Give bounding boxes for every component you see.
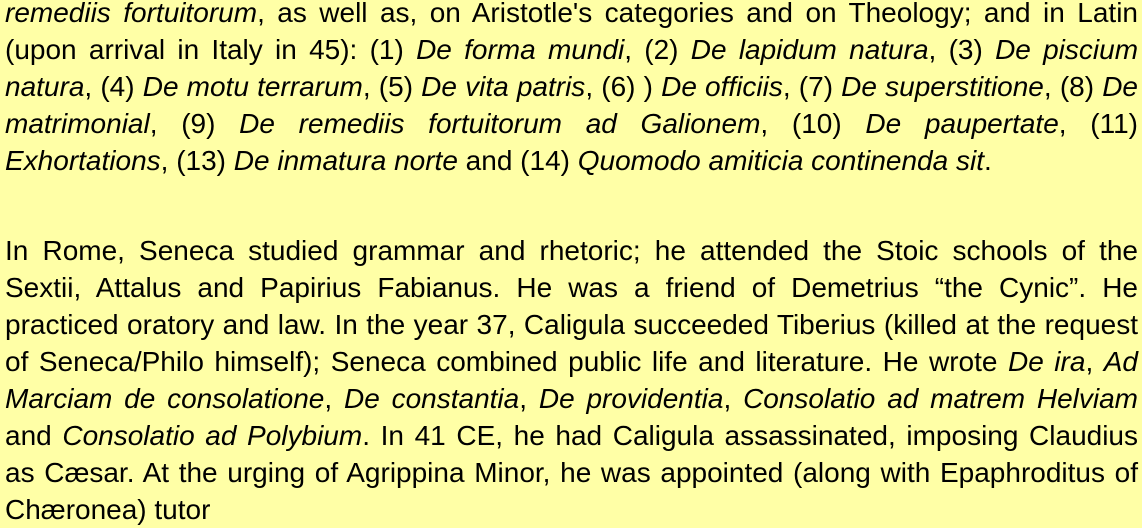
text-run: . In 41 CE, he had Caligula assassinated, imposing Claudius as Cæsar. At the urging of Agrippina Minor, he was appointed (along with Epaphroditus of Chæronea) tutor <box>5 420 1139 525</box>
italic-text-run: De paupertate <box>865 108 1059 139</box>
text-run: , <box>723 383 744 414</box>
italic-text-run: De providentia <box>538 383 724 414</box>
text-run: , as well as, on Aristotle's categories and on Theology; and in Latin (upon arrival in Italy in 45): (1) <box>5 0 1138 65</box>
italic-text-run: Ad Marciam de consolatione <box>5 346 1138 414</box>
text-run: In Rome, Seneca studied grammar and rhetoric; he attended the Stoic schools of the Sextii, Attalus and Papirius Fabianus. He was a friend of Demetrius “the Cynic”. He practiced oratory and law. In the year 37, Caligula succeeded Tiberius (killed at the request of Seneca/Philo himself); Seneca combined public life and literature. He wrote <box>5 235 1138 377</box>
text-run: , (7) <box>782 71 842 102</box>
text-run: , (9) <box>149 108 240 139</box>
text-run: , (4) <box>84 71 143 102</box>
text-run: , (5) <box>362 71 422 102</box>
italic-text-run: De ira <box>1007 346 1086 377</box>
italic-text-run: De remediis fortuitorum ad Galionem <box>239 108 761 139</box>
text-run: , (3) <box>928 34 996 65</box>
text-run: and (14) <box>457 145 578 176</box>
text-run: , <box>1085 346 1104 377</box>
text-run: , (13) <box>160 145 234 176</box>
italic-text-run: Quomodo amiticia continenda sit <box>577 145 984 176</box>
italic-text-run: Consolatio ad matrem Helviam <box>743 383 1139 414</box>
italic-text-run: De vita patris <box>421 71 586 102</box>
italic-text-run: De motu terrarum <box>142 71 363 102</box>
text-run: and <box>5 420 63 451</box>
text-run: , <box>324 383 344 414</box>
italic-text-run: De piscium natura <box>5 34 1139 102</box>
text-run: , (11) <box>1058 108 1139 139</box>
italic-text-run: De lapidum natura <box>690 34 929 65</box>
italic-text-run: remediis fortuitorum <box>5 0 258 28</box>
paragraph <box>5 232 1138 528</box>
italic-text-run: De superstitione <box>841 71 1044 102</box>
text-run: , (6) ) <box>585 71 662 102</box>
italic-text-run: De inmatura norte <box>233 145 458 176</box>
text-run: , <box>519 383 539 414</box>
italic-text-run: De constantia <box>343 383 520 414</box>
italic-text-run: Exhortations <box>5 145 161 176</box>
text-run: , (10) <box>760 108 866 139</box>
paragraph <box>5 0 1138 179</box>
italic-text-run: De matrimonial <box>5 71 1138 139</box>
text-run: . <box>983 145 992 176</box>
text-run: , (8) <box>1043 71 1103 102</box>
text-run: , (2) <box>624 34 691 65</box>
italic-text-run: De forma mundi <box>416 34 625 65</box>
italic-text-run: Consolatio ad Polybium <box>62 420 363 451</box>
italic-text-run: De officiis <box>661 71 783 102</box>
